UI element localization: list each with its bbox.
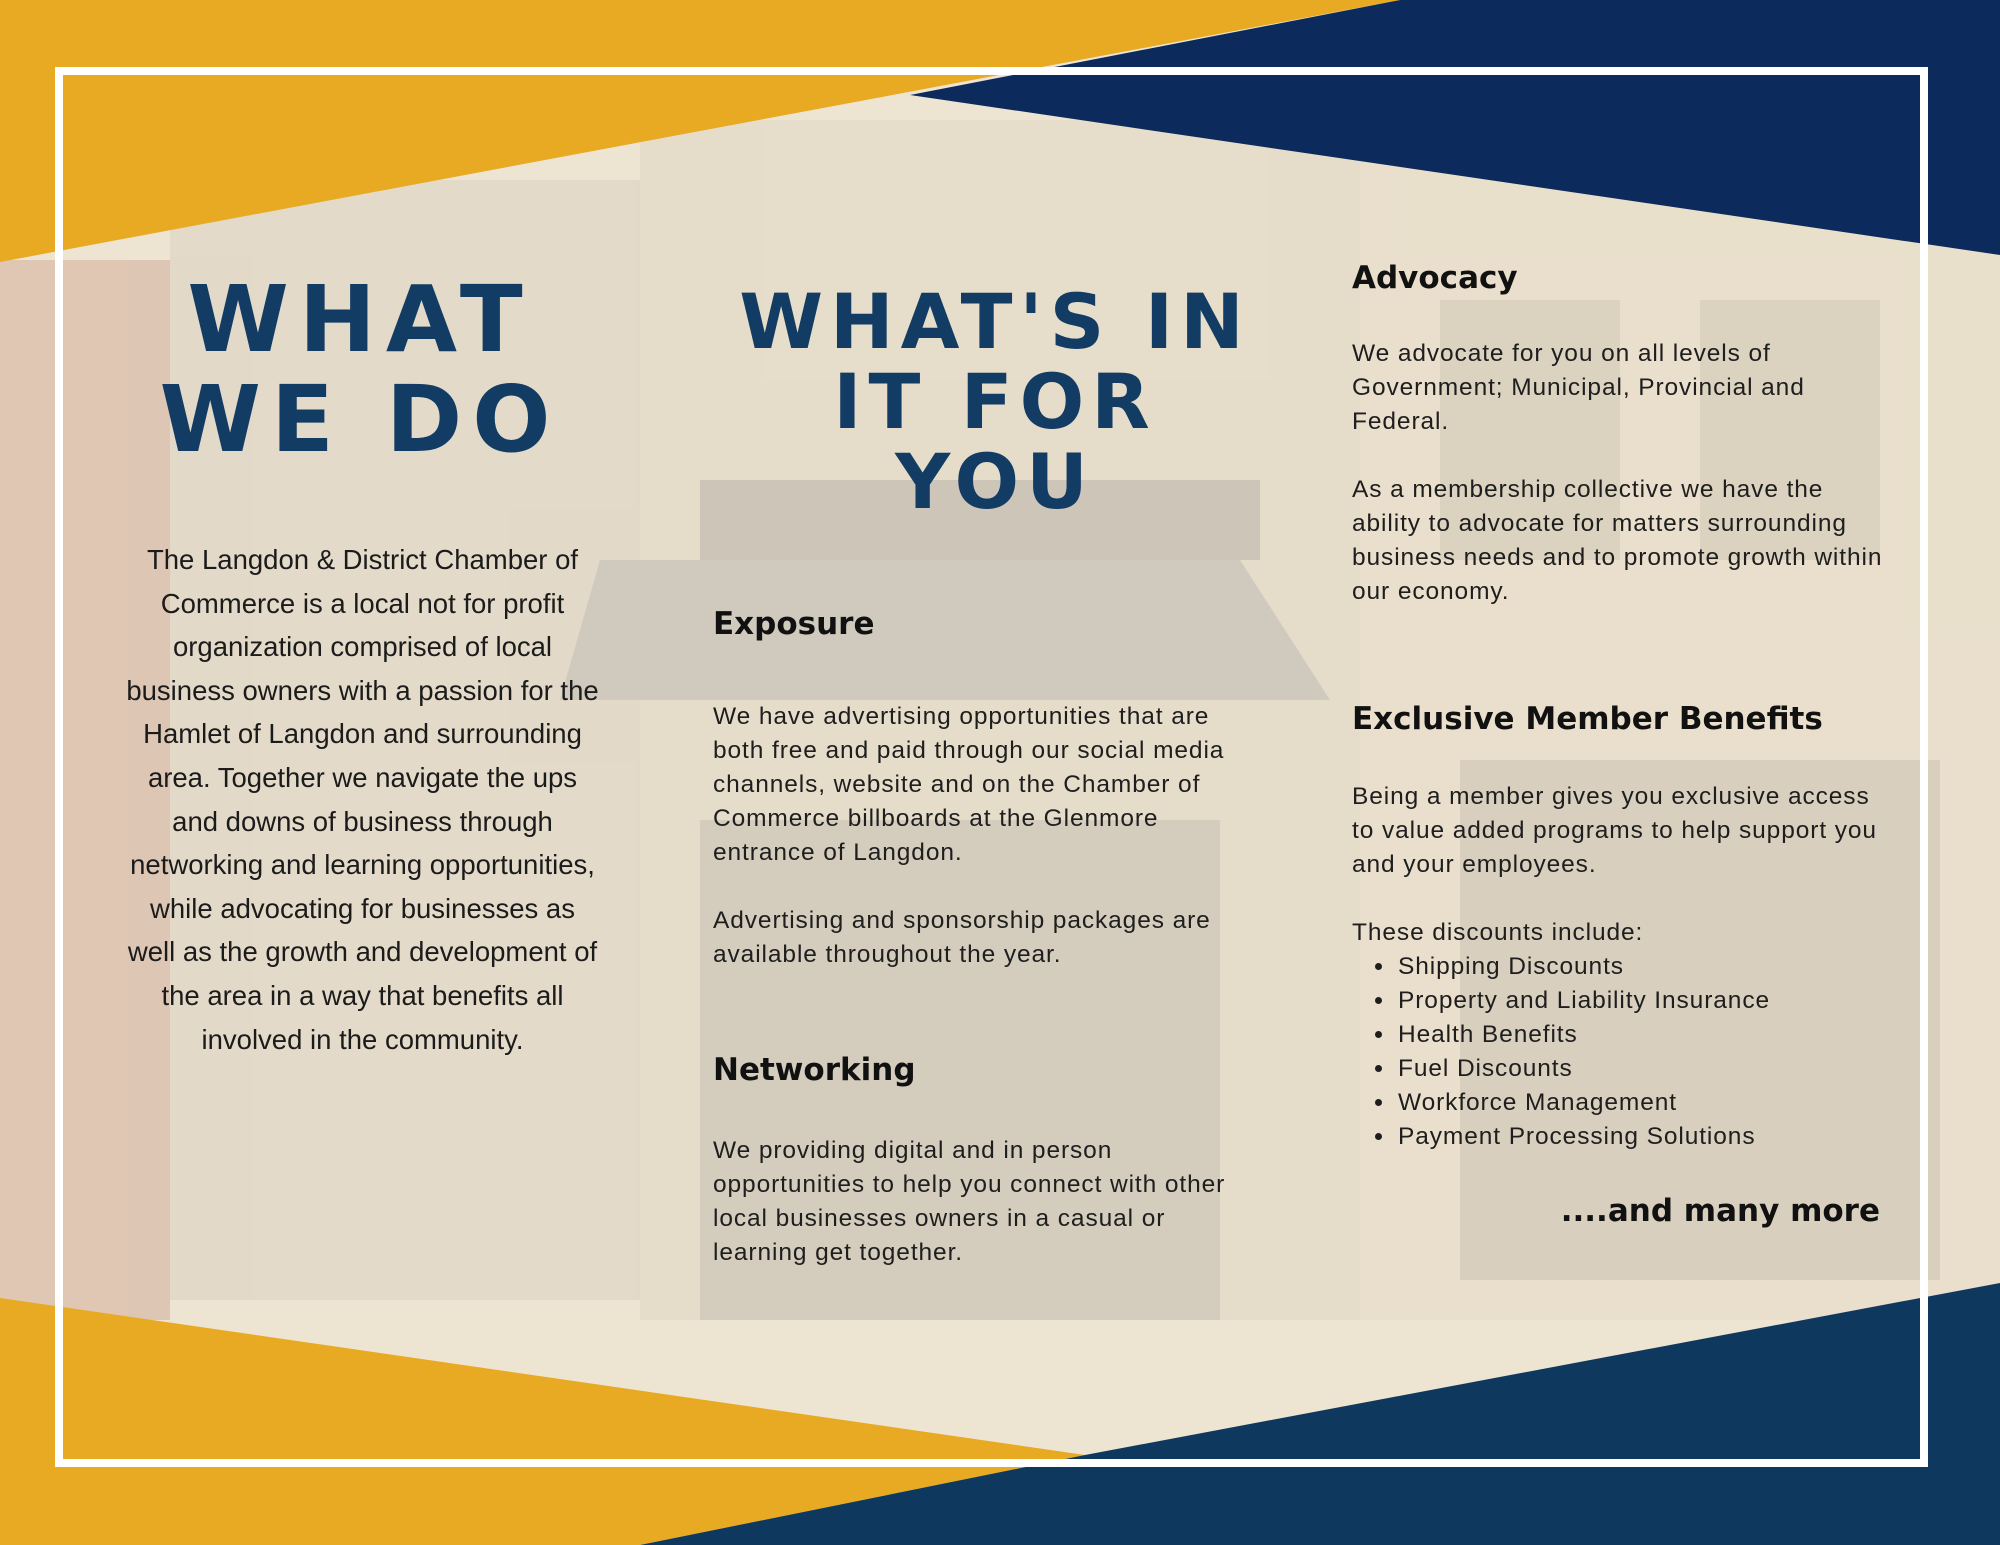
networking-paragraph: We providing digital and in person opportunities to help you connect with other local businesses owners in a casual or learning get together. <box>713 1137 1226 1266</box>
and-many-more-text: ....and many more <box>1560 1193 1880 1229</box>
list-item: • Workforce Management <box>1396 1086 1916 1120</box>
what-we-do-title-line2: WE DO <box>159 366 561 473</box>
exposure-heading: Exposure <box>713 606 875 642</box>
advocacy-paragraph-2: As a membership collective we have the ability to advocate for matters surrounding business needs and to promote growth within our economy. <box>1352 476 1883 605</box>
member-benefits-paragraph: Being a member gives you exclusive access to value added programs to help support you and your employees. <box>1352 783 1877 878</box>
list-item: • Fuel Discounts <box>1396 1052 1916 1086</box>
whats-in-it-for-you-title <box>725 277 1265 526</box>
networking-heading: Networking <box>713 1052 916 1088</box>
advocacy-heading: Advocacy <box>1352 260 1518 296</box>
list-item: • Property and Liability Insurance <box>1396 984 1916 1018</box>
discounts-list <box>1352 950 1916 1154</box>
list-item: • Health Benefits <box>1396 1018 1916 1052</box>
whats-in-title-line2: IT FOR <box>833 357 1157 446</box>
member-benefits-heading: Exclusive Member Benefits <box>1352 701 1823 737</box>
advocacy-paragraph-1: We advocate for you on all levels of Government; Municipal, Provincial and Federal. <box>1352 340 1805 435</box>
list-item: • Shipping Discounts <box>1396 950 1916 984</box>
exposure-paragraph-1: We have advertising opportunities that are both free and paid through our social media channels, website and on the Chamber of Commerce billboards at the Glenmore entrance of Langdon. <box>713 703 1225 866</box>
what-we-do-title-line1: WHAT <box>187 266 533 373</box>
chamber-intro-paragraph: The Langdon & District Chamber of Commerce is a local not for profit organization comprised of local business owners with a passion for the Hamlet of Langdon and surrounding area. Together we navigate the ups and downs of business through networking and learning opportunities, while advocating for businesses as well as the growth and development of the area in a way that benefits all involved in the community. <box>126 544 599 1055</box>
list-item: • Payment Processing Solutions <box>1396 1120 1916 1154</box>
what-we-do-title <box>150 266 570 473</box>
whats-in-title-line3: YOU <box>895 437 1095 526</box>
whats-in-title-line1: WHAT'S IN <box>739 277 1251 366</box>
discounts-intro: These discounts include: <box>1352 919 1644 946</box>
exposure-paragraph-2: Advertising and sponsorship packages are available throughout the year. <box>713 907 1211 968</box>
